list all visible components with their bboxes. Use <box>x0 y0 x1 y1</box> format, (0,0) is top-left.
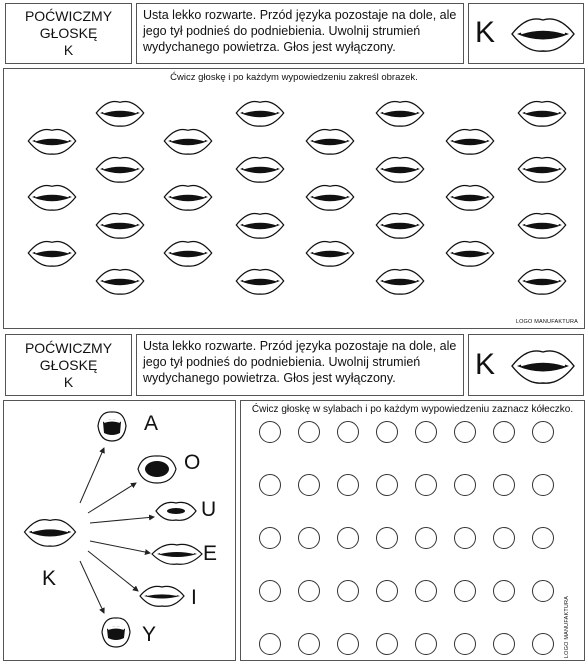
answer-circle[interactable] <box>298 527 320 549</box>
answer-circle[interactable] <box>415 580 437 602</box>
mouth-o-icon <box>136 453 178 485</box>
mouth-k-icon[interactable] <box>304 125 356 157</box>
answer-circle[interactable] <box>376 421 398 443</box>
mouth-k-icon[interactable] <box>234 265 286 297</box>
answer-circle[interactable] <box>493 474 515 496</box>
answer-circle[interactable] <box>376 474 398 496</box>
top-title-line-2: GŁOSKĘ <box>39 25 98 41</box>
top-instruction-text: Usta lekko rozwarte. Przód języka pozostaje na dole, ale jego tył podnieś do podniebienia. Uwolnij strumień wydychanego powietrza. Głos jest wyłączony. <box>143 8 457 54</box>
answer-circle[interactable] <box>532 580 554 602</box>
answer-circle[interactable] <box>259 633 281 655</box>
answer-circle[interactable] <box>415 633 437 655</box>
answer-circle[interactable] <box>337 633 359 655</box>
mouth-k-icon[interactable] <box>374 265 426 297</box>
top-title-line-3: K <box>63 42 74 58</box>
bottom-letter-k: K <box>475 348 496 381</box>
mouth-k-icon <box>509 14 577 54</box>
top-exercise-caption: Ćwicz głoskę i po każdym wypowiedzeniu zakreśl obrazek. <box>170 72 418 83</box>
answer-circle[interactable] <box>298 421 320 443</box>
mouth-k-icon[interactable] <box>444 181 496 213</box>
answer-circle[interactable] <box>454 421 476 443</box>
mouth-a-icon <box>96 409 128 443</box>
top-title-box <box>5 3 132 64</box>
answer-circle[interactable] <box>454 474 476 496</box>
mouth-k-icon[interactable] <box>374 97 426 129</box>
answer-circle[interactable] <box>337 580 359 602</box>
mouth-k-icon[interactable] <box>162 181 214 213</box>
answer-circle[interactable] <box>298 580 320 602</box>
mouth-k-icon[interactable] <box>94 209 146 241</box>
answer-circle[interactable] <box>337 474 359 496</box>
mouth-k-icon[interactable] <box>374 153 426 185</box>
answer-circle[interactable] <box>454 580 476 602</box>
bottom-logo: LOGO MANUFAKTURA <box>563 595 570 659</box>
vowel-y: Y <box>142 623 157 646</box>
top-logo: LOGO MANUFAKTURA <box>515 319 578 325</box>
mouth-k-icon <box>509 346 577 386</box>
answer-circle[interactable] <box>532 474 554 496</box>
answer-circle[interactable] <box>337 421 359 443</box>
answer-circle[interactable] <box>415 474 437 496</box>
mouth-k-icon[interactable] <box>234 97 286 129</box>
bottom-letter-box <box>468 334 584 396</box>
answer-circle[interactable] <box>337 527 359 549</box>
mouth-k-icon[interactable] <box>444 237 496 269</box>
top-letter-k: K <box>475 16 496 49</box>
mouth-k-icon[interactable] <box>516 153 568 185</box>
answer-circle[interactable] <box>259 580 281 602</box>
vowel-o: O <box>184 451 201 474</box>
mouth-k-icon[interactable] <box>304 237 356 269</box>
mouth-k-icon[interactable] <box>516 209 568 241</box>
mouth-i-icon <box>138 583 186 609</box>
mouth-k-icon[interactable] <box>234 153 286 185</box>
mouth-k-icon[interactable] <box>162 125 214 157</box>
answer-circle[interactable] <box>415 421 437 443</box>
bottom-title-line-3: K <box>63 374 74 390</box>
top-exercise-box <box>3 68 585 329</box>
mouth-u-icon <box>154 499 198 523</box>
mouth-k-icon[interactable] <box>516 265 568 297</box>
mouth-k-icon[interactable] <box>374 209 426 241</box>
answer-circle[interactable] <box>532 421 554 443</box>
answer-circle[interactable] <box>298 633 320 655</box>
mouth-k-icon[interactable] <box>26 125 78 157</box>
answer-circle[interactable] <box>454 527 476 549</box>
mouth-k-icon[interactable] <box>234 209 286 241</box>
answer-circle[interactable] <box>493 527 515 549</box>
mouth-k-icon[interactable] <box>304 181 356 213</box>
vowel-i: I <box>191 586 197 609</box>
mouth-k-icon[interactable] <box>94 265 146 297</box>
answer-circle[interactable] <box>493 633 515 655</box>
mouth-k-icon[interactable] <box>94 97 146 129</box>
answer-circle[interactable] <box>259 527 281 549</box>
top-letter-box <box>468 3 584 64</box>
circles-panel <box>240 400 585 661</box>
answer-circle[interactable] <box>532 527 554 549</box>
mouth-e-icon <box>150 541 204 567</box>
answer-circle[interactable] <box>298 474 320 496</box>
answer-circle[interactable] <box>493 421 515 443</box>
bottom-title-box <box>5 334 132 396</box>
top-title-line-1: POĆWICZMY <box>24 8 113 24</box>
mouth-k-icon[interactable] <box>444 125 496 157</box>
syllable-letter-k: K <box>42 567 57 590</box>
answer-circle[interactable] <box>376 527 398 549</box>
mouth-k-icon[interactable] <box>26 237 78 269</box>
mouth-y-icon <box>100 615 132 649</box>
mouth-k-icon[interactable] <box>26 181 78 213</box>
answer-circle[interactable] <box>376 580 398 602</box>
answer-circle[interactable] <box>376 633 398 655</box>
answer-circle[interactable] <box>532 633 554 655</box>
mouth-k-icon[interactable] <box>94 153 146 185</box>
bottom-title-line-2: GŁOSKĘ <box>39 357 98 373</box>
mouth-k-icon[interactable] <box>516 97 568 129</box>
answer-circle[interactable] <box>493 580 515 602</box>
bottom-instruction-box <box>136 334 464 396</box>
answer-circle[interactable] <box>259 421 281 443</box>
vowel-u: U <box>201 498 217 521</box>
mouth-k-icon <box>22 515 78 549</box>
top-instruction-box <box>136 3 464 64</box>
bottom-title-line-1: POĆWICZMY <box>24 340 113 356</box>
bottom-exercise-caption: Ćwicz głoskę w sylabach i po każdym wypowiedzeniu zaznacz kółeczko. <box>251 404 574 415</box>
answer-circle[interactable] <box>454 633 476 655</box>
vowel-a: A <box>144 412 159 435</box>
answer-circle[interactable] <box>415 527 437 549</box>
mouth-k-icon[interactable] <box>162 237 214 269</box>
vowel-e: E <box>203 542 218 565</box>
bottom-instruction-text: Usta lekko rozwarte. Przód języka pozostaje na dole, ale jego tył podnieś do podniebienia. Uwolnij strumień wydychanego powietrza. Głos jest wyłączony. <box>143 339 457 385</box>
syllable-panel <box>3 400 236 661</box>
answer-circle[interactable] <box>259 474 281 496</box>
